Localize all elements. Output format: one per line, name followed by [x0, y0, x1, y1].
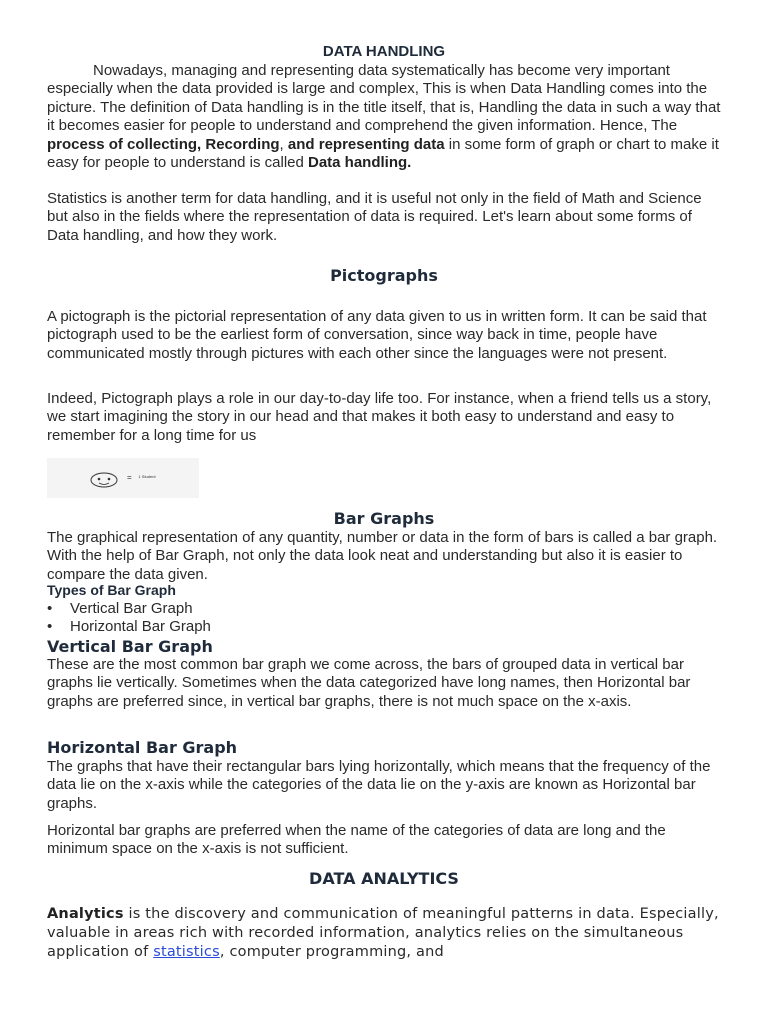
bar-graphs-paragraph: The graphical representation of any quantity, number or data in the form of bars is called a bar graph. With the help of Bar Graph, not only the data look neat and understanding but also it is easier to compare the data given. [47, 529, 718, 583]
statistics-link[interactable]: statistics [153, 944, 220, 960]
vertical-bar-graph-heading: Vertical Bar Graph [47, 637, 213, 656]
types-heading: Types of Bar Graph [47, 582, 176, 598]
pictograph-equals: = [127, 473, 132, 482]
horizontal-bar-graph-paragraph-1: The graphs that have their rectangular bars lying horizontally, which means that the frequency of the data lie on the x-axis while the categories of the data lie on the y-axis are known as Horizontal bar graphs. [47, 758, 711, 812]
pictographs-paragraph-1: A pictograph is the pictorial representation of any data given to us in written form. It can be said that pictograph used to be the earliest form of conversation, since way back in time, people have communicated mostly through pictures with each other since the languages were not present. [47, 308, 707, 362]
list-item: • Horizontal Bar Graph [47, 618, 723, 636]
document-title: DATA HANDLING [322, 43, 446, 60]
pictograph-key-label: 1 Student [138, 474, 156, 479]
list-item: • Vertical Bar Graph [47, 600, 723, 618]
data-analytics-heading: DATA ANALYTICS [309, 869, 459, 888]
vertical-bar-graph-paragraph: These are the most common bar graph we come across, the bars of grouped data in vertical bar graphs lie vertically. Sometimes when the data categorized have long names, then Horizontal bar graphs are preferred since, in vertical bar graphs, there is not much space on the x-axis. [47, 656, 691, 710]
pictographs-heading: Pictographs [330, 266, 438, 285]
statistics-paragraph: Statistics is another term for data handling, and it is useful not only in the field of Math and Science but also in the fields where the representation of data is required. Let's learn about some forms of Data handling, and how they work. [47, 190, 702, 244]
bar-graphs-heading: Bar Graphs [333, 509, 435, 528]
analytics-paragraph: Analytics is the discovery and communication of meaningful patterns in data. Especially, valuable in areas rich with recorded information, analytics relies on the simultaneous application of statistics, computer programming, and [47, 906, 719, 960]
types-list [47, 600, 723, 636]
intro-paragraph: Nowadays, managing and representing data systematically has become very important especially when the data provided is large and complex, This is when Data Handling comes into the picture. The definition of Data handling is in the title itself, that is, Handling the data in such a way that it becomes easier for people to understand and comprehend the given information. Hence, The process of collecting, Recording, and representing data in some form of graph or chart to make it easy for people to understand is called Data handling. [47, 62, 721, 172]
pictograph-image [47, 458, 199, 498]
smiley-face-icon [47, 458, 199, 498]
horizontal-bar-graph-paragraph-2: Horizontal bar graphs are preferred when the name of the categories of data are long and the minimum space on the x-axis is not sufficient. [47, 822, 666, 858]
pictographs-paragraph-2: Indeed, Pictograph plays a role in our day-to-day life too. For instance, when a friend tells us a story, we start imagining the story in our head and that makes it both easy to understand and easy to remember for a long time for us [47, 390, 712, 444]
horizontal-bar-graph-heading: Horizontal Bar Graph [47, 738, 238, 757]
